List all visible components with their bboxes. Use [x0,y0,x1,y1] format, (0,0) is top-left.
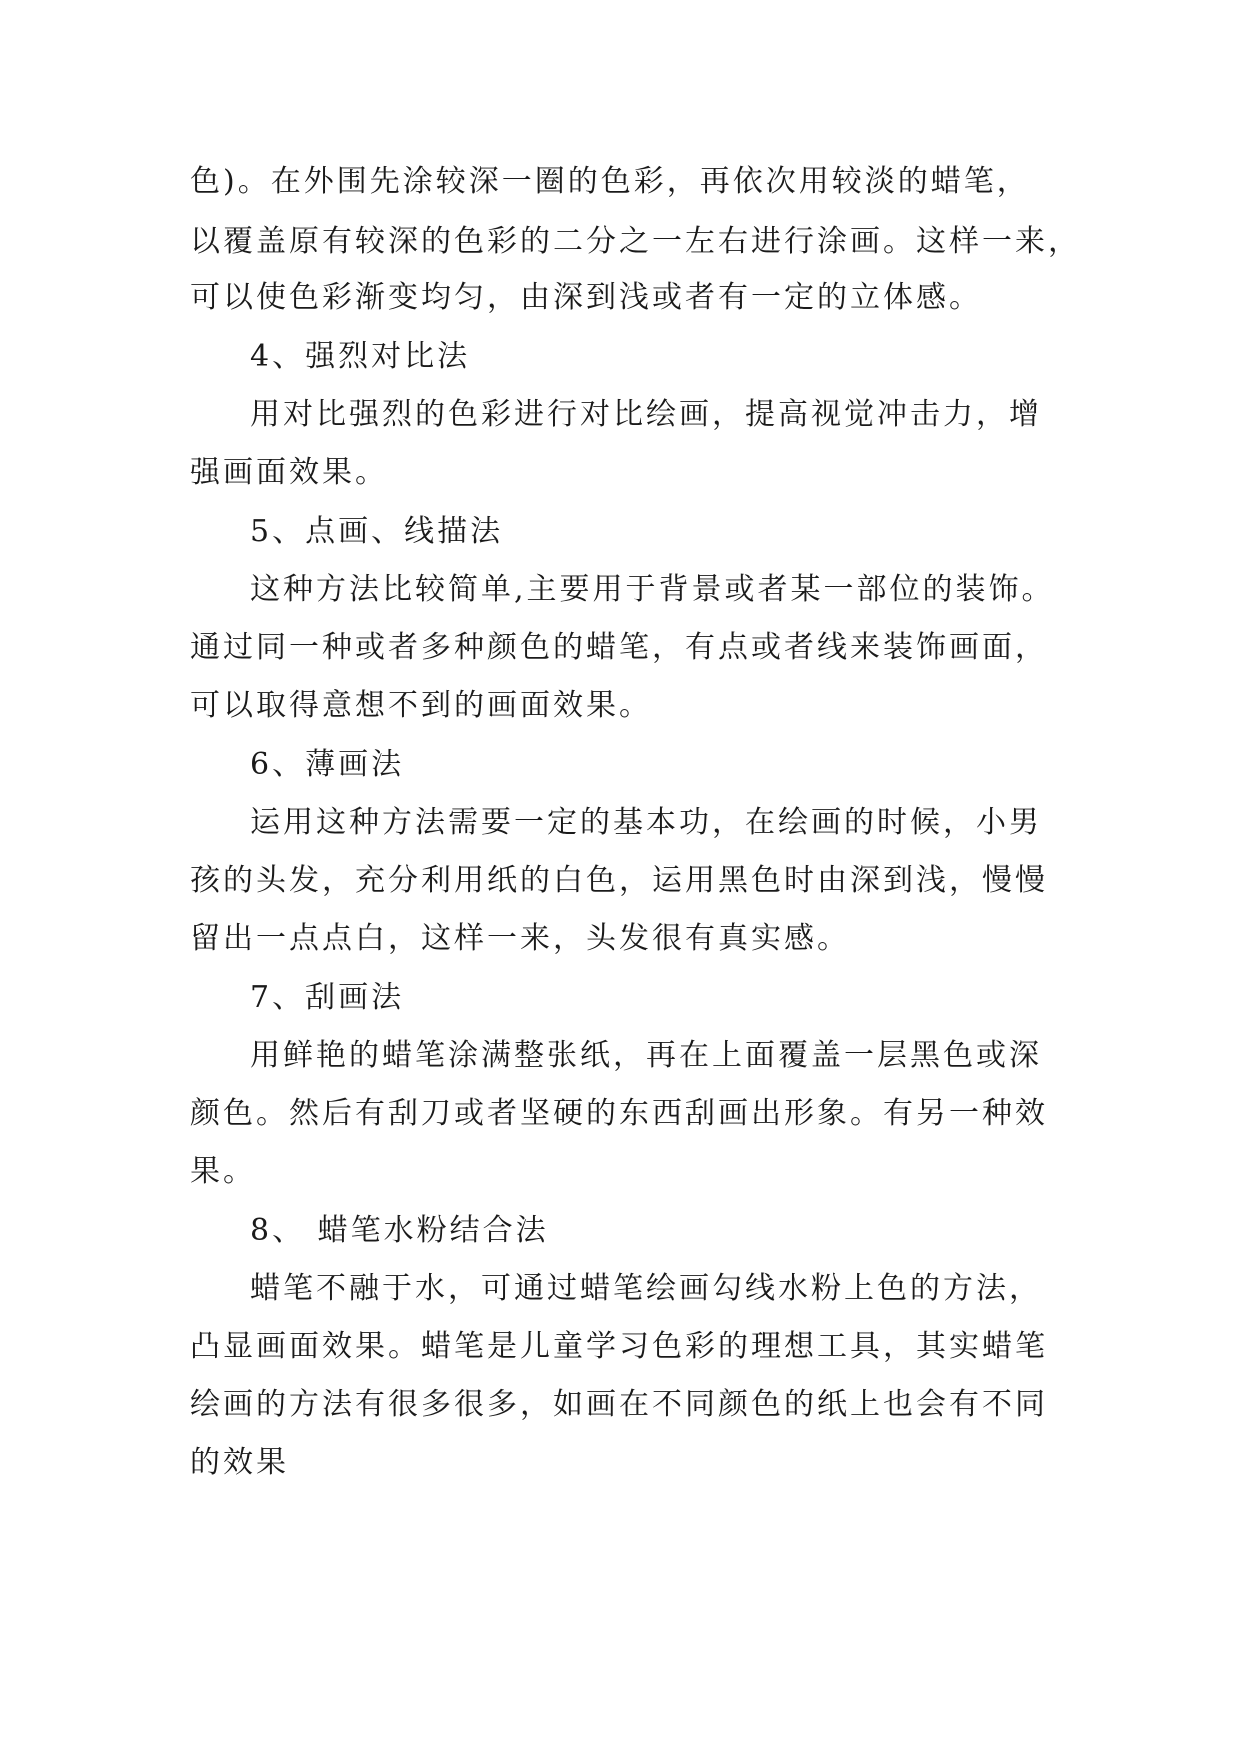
body-line: 孩的头发，充分利用纸的白色，运用黑色时由深到浅，慢慢 [190,863,1048,898]
body-line: 可以使色彩渐变均匀，由深到浅或者有一定的立体感。 [190,280,982,315]
body-line: 以覆盖原有较深的色彩的二分之一左右进行涂画。这样一来， [190,224,1081,259]
body-line: 的效果 [190,1445,289,1480]
body-line: 这种方法比较简单,主要用于背景或者某一部位的装饰。 [250,572,1055,607]
body-line: 用鲜艳的蜡笔涂满整张纸，再在上面覆盖一层黑色或深 [250,1038,1042,1073]
body-line: 绘画的方法有很多很多，如画在不同颜色的纸上也会有不同 [190,1387,1048,1422]
body-line: 可以取得意想不到的画面效果。 [190,688,652,723]
body-line: 运用这种方法需要一定的基本功，在绘画的时候，小男 [250,805,1042,840]
body-line: 凸显画面效果。蜡笔是儿童学习色彩的理想工具，其实蜡笔 [190,1329,1048,1364]
section-heading: 7、刮画法 [250,980,405,1015]
body-line: 强画面效果。 [190,455,388,490]
body-line: 果。 [190,1154,256,1189]
body-line: 蜡笔不融于水，可通过蜡笔绘画勾线水粉上色的方法， [250,1271,1042,1306]
body-line: 用对比强烈的色彩进行对比绘画，提高视觉冲击力，增 [250,397,1042,432]
body-line: 留出一点点白，这样一来，头发很有真实感。 [190,921,850,956]
body-line: 色)。在外围先涂较深一圈的色彩，再依次用较淡的蜡笔， [190,164,1030,199]
section-heading: 6、薄画法 [250,747,405,782]
body-line: 颜色。然后有刮刀或者坚硬的东西刮画出形象。有另一种效 [190,1096,1048,1131]
section-heading: 4、强烈对比法 [250,339,471,374]
section-heading: 8、 蜡笔水粉结合法 [250,1213,549,1248]
body-line: 通过同一种或者多种颜色的蜡笔，有点或者线来装饰画面， [190,630,1048,665]
section-heading: 5、点画、线描法 [250,514,504,549]
